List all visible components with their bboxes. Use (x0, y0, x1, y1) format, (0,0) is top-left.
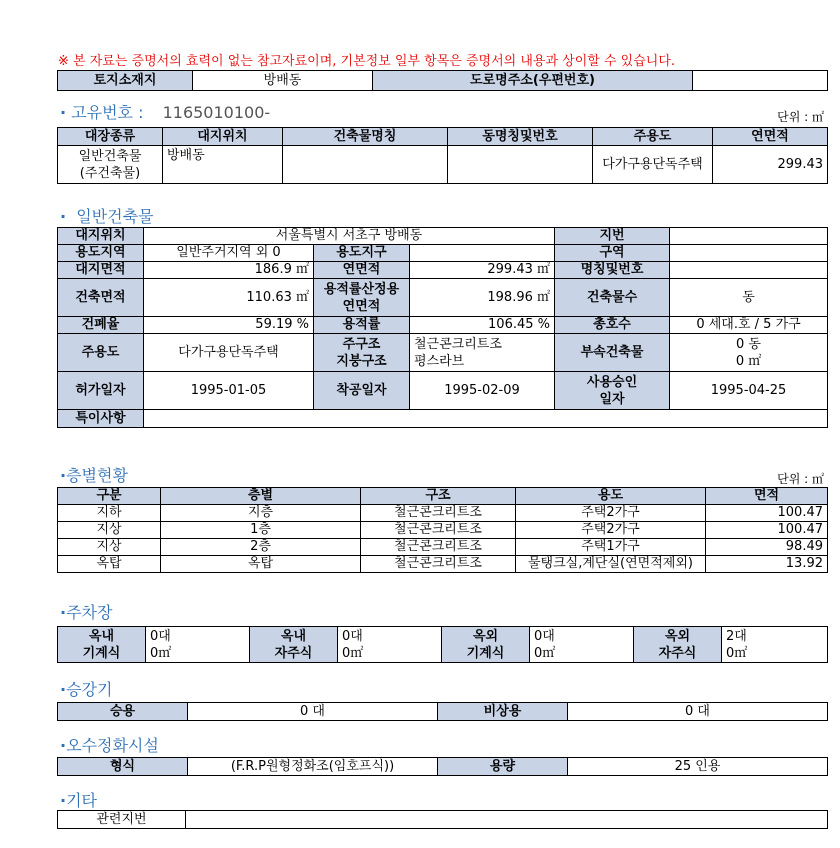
header-main-use: 주용도 (593, 128, 713, 146)
floor-name: 옥탑 (161, 556, 361, 573)
start-date-value: 1995-02-09 (410, 372, 555, 410)
elevator-table (57, 702, 828, 721)
area-value (670, 245, 828, 262)
sewage-heading: ·오수정화시설 (60, 736, 159, 755)
floor-name: 2층 (161, 539, 361, 556)
permit-date-value: 1995-01-05 (144, 372, 314, 410)
parking-outdoor-mech-value: 0대 0㎡ (530, 627, 634, 663)
sewage-type-label: 형식 (58, 758, 188, 776)
elevator-passenger-value: 0 대 (188, 703, 438, 721)
floor-kind: 옥탑 (58, 556, 161, 573)
elevator-emergency-value: 0 대 (568, 703, 828, 721)
register-area-value: 299.43 (713, 146, 828, 184)
floor-name: 지층 (161, 505, 361, 522)
building-count-value: 동 (670, 279, 828, 317)
parking-outdoor-self-label: 옥외 자주식 (634, 627, 722, 663)
bcr-label: 건폐율 (58, 317, 144, 334)
elevator-emergency-label: 비상용 (438, 703, 568, 721)
header-register-type: 대장종류 (58, 128, 163, 146)
annex-label: 부속건축물 (555, 334, 670, 372)
floor-kind: 지상 (58, 522, 161, 539)
floor-area: 100.47 (706, 522, 828, 539)
other-table (57, 810, 828, 829)
floor-use: 주택1가구 (516, 539, 706, 556)
jibun-value (670, 228, 828, 245)
parking-indoor-mech-value: 0대 0㎡ (146, 627, 250, 663)
floor-structure: 철근콘크리트조 (361, 556, 516, 573)
header-dong-name: 동명칭및번호 (448, 128, 593, 146)
structure-value: 철근콘크리트조 평스라브 (410, 334, 555, 372)
land-location-label: 토지소재지 (58, 71, 193, 91)
unique-unit: 단위 : ㎡ (777, 110, 824, 124)
floor-structure: 철근콘크리트조 (361, 539, 516, 556)
register-type-value: 일반건축물 (주건축물) (58, 146, 163, 184)
approval-date-label: 사용승인 일자 (555, 372, 670, 410)
building-area-label: 건축면적 (58, 279, 144, 317)
sewage-table (57, 757, 828, 776)
floor-area: 13.92 (706, 556, 828, 573)
far-area-value: 198.96 ㎡ (410, 279, 555, 317)
notice-text: ※ 본 자료는 증명서의 효력이 없는 참고자료이며, 기본정보 일부 항목은 증명서의 내용과 상이할 수 있습니다. (58, 54, 676, 69)
land-location-value: 방배동 (193, 71, 373, 91)
jibun-label: 지번 (555, 228, 670, 245)
parking-outdoor-self-value: 2대 0㎡ (722, 627, 828, 663)
header-building-name: 건축물명칭 (283, 128, 448, 146)
table-row (58, 539, 828, 556)
households-value: 0 세대.호 / 5 가구 (670, 317, 828, 334)
district-value (410, 245, 555, 262)
land-area-value: 186.9 ㎡ (144, 262, 314, 279)
general-title: 일반건축물 (76, 207, 154, 226)
land-area-label: 대지면적 (58, 262, 144, 279)
name-number-value (670, 262, 828, 279)
register-name-value (283, 146, 448, 184)
floor-kind: 지상 (58, 539, 161, 556)
floor-structure: 철근콘크리트조 (361, 522, 516, 539)
header-site: 대지위치 (163, 128, 283, 146)
permit-date-label: 허가일자 (58, 372, 144, 410)
bcr-value: 59.19 % (144, 317, 314, 334)
header-total-area: 연면적 (713, 128, 828, 146)
approval-date-value: 1995-04-25 (670, 372, 828, 410)
name-number-label: 명칭및번호 (555, 262, 670, 279)
floors-header-area: 면적 (706, 488, 828, 505)
far-label: 용적률 (314, 317, 410, 334)
unique-number-heading: · 고유번호 : 1165010100- (60, 103, 271, 122)
floor-area: 98.49 (706, 539, 828, 556)
far-area-label: 용적률산정용 연면적 (314, 279, 410, 317)
structure-label: 주구조 지붕구조 (314, 334, 410, 372)
register-use-value: 다가구용단독주택 (593, 146, 713, 184)
elevator-passenger-label: 승용 (58, 703, 188, 721)
floor-use: 물탱크실,계단실(연면적제외) (516, 556, 706, 573)
floors-header-kind: 구분 (58, 488, 161, 505)
other-title: 기타 (66, 791, 97, 810)
main-use-value: 다가구용단독주택 (144, 334, 314, 372)
floor-structure: 철근콘크리트조 (361, 505, 516, 522)
district-label: 용도지구 (314, 245, 410, 262)
sewage-capacity-label: 용량 (438, 758, 568, 776)
table-row (58, 556, 828, 573)
zone-value: 일반주거지역 외 0 (144, 245, 314, 262)
unique-number-title: 고유번호 : (71, 103, 144, 122)
general-heading: · 일반건축물 (60, 207, 154, 226)
start-date-label: 착공일자 (314, 372, 410, 410)
parking-title: 주차장 (66, 603, 113, 622)
sewage-title: 오수정화시설 (66, 736, 159, 755)
floors-title: 층별현황 (66, 466, 128, 485)
floor-kind: 지하 (58, 505, 161, 522)
building-count-label: 건축물수 (555, 279, 670, 317)
sewage-capacity-value: 25 인용 (568, 758, 828, 776)
register-table (57, 127, 828, 184)
parking-indoor-self-value: 0대 0㎡ (338, 627, 442, 663)
floors-header-floor: 층별 (161, 488, 361, 505)
far-value: 106.45 % (410, 317, 555, 334)
floor-area-label: 연면적 (314, 262, 410, 279)
main-use-label: 주용도 (58, 334, 144, 372)
area-label: 구역 (555, 245, 670, 262)
register-site-value: 방배동 (163, 146, 283, 184)
floor-use: 주택2가구 (516, 505, 706, 522)
households-label: 총호수 (555, 317, 670, 334)
floors-heading: ·층별현황 (60, 466, 128, 485)
unique-number-value: 1165010100- (162, 103, 271, 122)
register-dong-value (448, 146, 593, 184)
other-heading: ·기타 (60, 791, 97, 810)
road-address-value (693, 71, 828, 91)
parking-outdoor-mech-label: 옥외 기계식 (442, 627, 530, 663)
floor-use: 주택2가구 (516, 522, 706, 539)
parking-heading: ·주차장 (60, 603, 113, 622)
land-table (57, 70, 828, 91)
site-value: 서울특별시 서초구 방배동 (144, 228, 555, 245)
elevator-heading: ·승강기 (60, 680, 113, 699)
floors-unit: 단위 : ㎡ (777, 472, 824, 486)
table-row (58, 522, 828, 539)
sewage-type-value: (F.R.P원형정화조(임호프식)) (188, 758, 438, 776)
site-label: 대지위치 (58, 228, 144, 245)
related-jibun-label: 관련지번 (58, 811, 186, 829)
special-notes-label: 특이사항 (58, 410, 144, 428)
annex-value: 0 동 0 ㎡ (670, 334, 828, 372)
zone-label: 용도지역 (58, 245, 144, 262)
parking-indoor-mech-label: 옥내 기계식 (58, 627, 146, 663)
floors-table (57, 487, 828, 573)
special-notes-value (144, 410, 828, 428)
floor-area: 100.47 (706, 505, 828, 522)
related-jibun-value (186, 811, 828, 829)
floor-name: 1층 (161, 522, 361, 539)
table-row (58, 505, 828, 522)
road-address-label: 도로명주소(우편번호) (373, 71, 693, 91)
general-table (57, 227, 828, 428)
floors-header-use: 용도 (516, 488, 706, 505)
floors-header-structure: 구조 (361, 488, 516, 505)
building-area-value: 110.63 ㎡ (144, 279, 314, 317)
floor-area-value: 299.43 ㎡ (410, 262, 555, 279)
elevator-title: 승강기 (66, 680, 113, 699)
parking-table (57, 626, 828, 663)
parking-indoor-self-label: 옥내 자주식 (250, 627, 338, 663)
